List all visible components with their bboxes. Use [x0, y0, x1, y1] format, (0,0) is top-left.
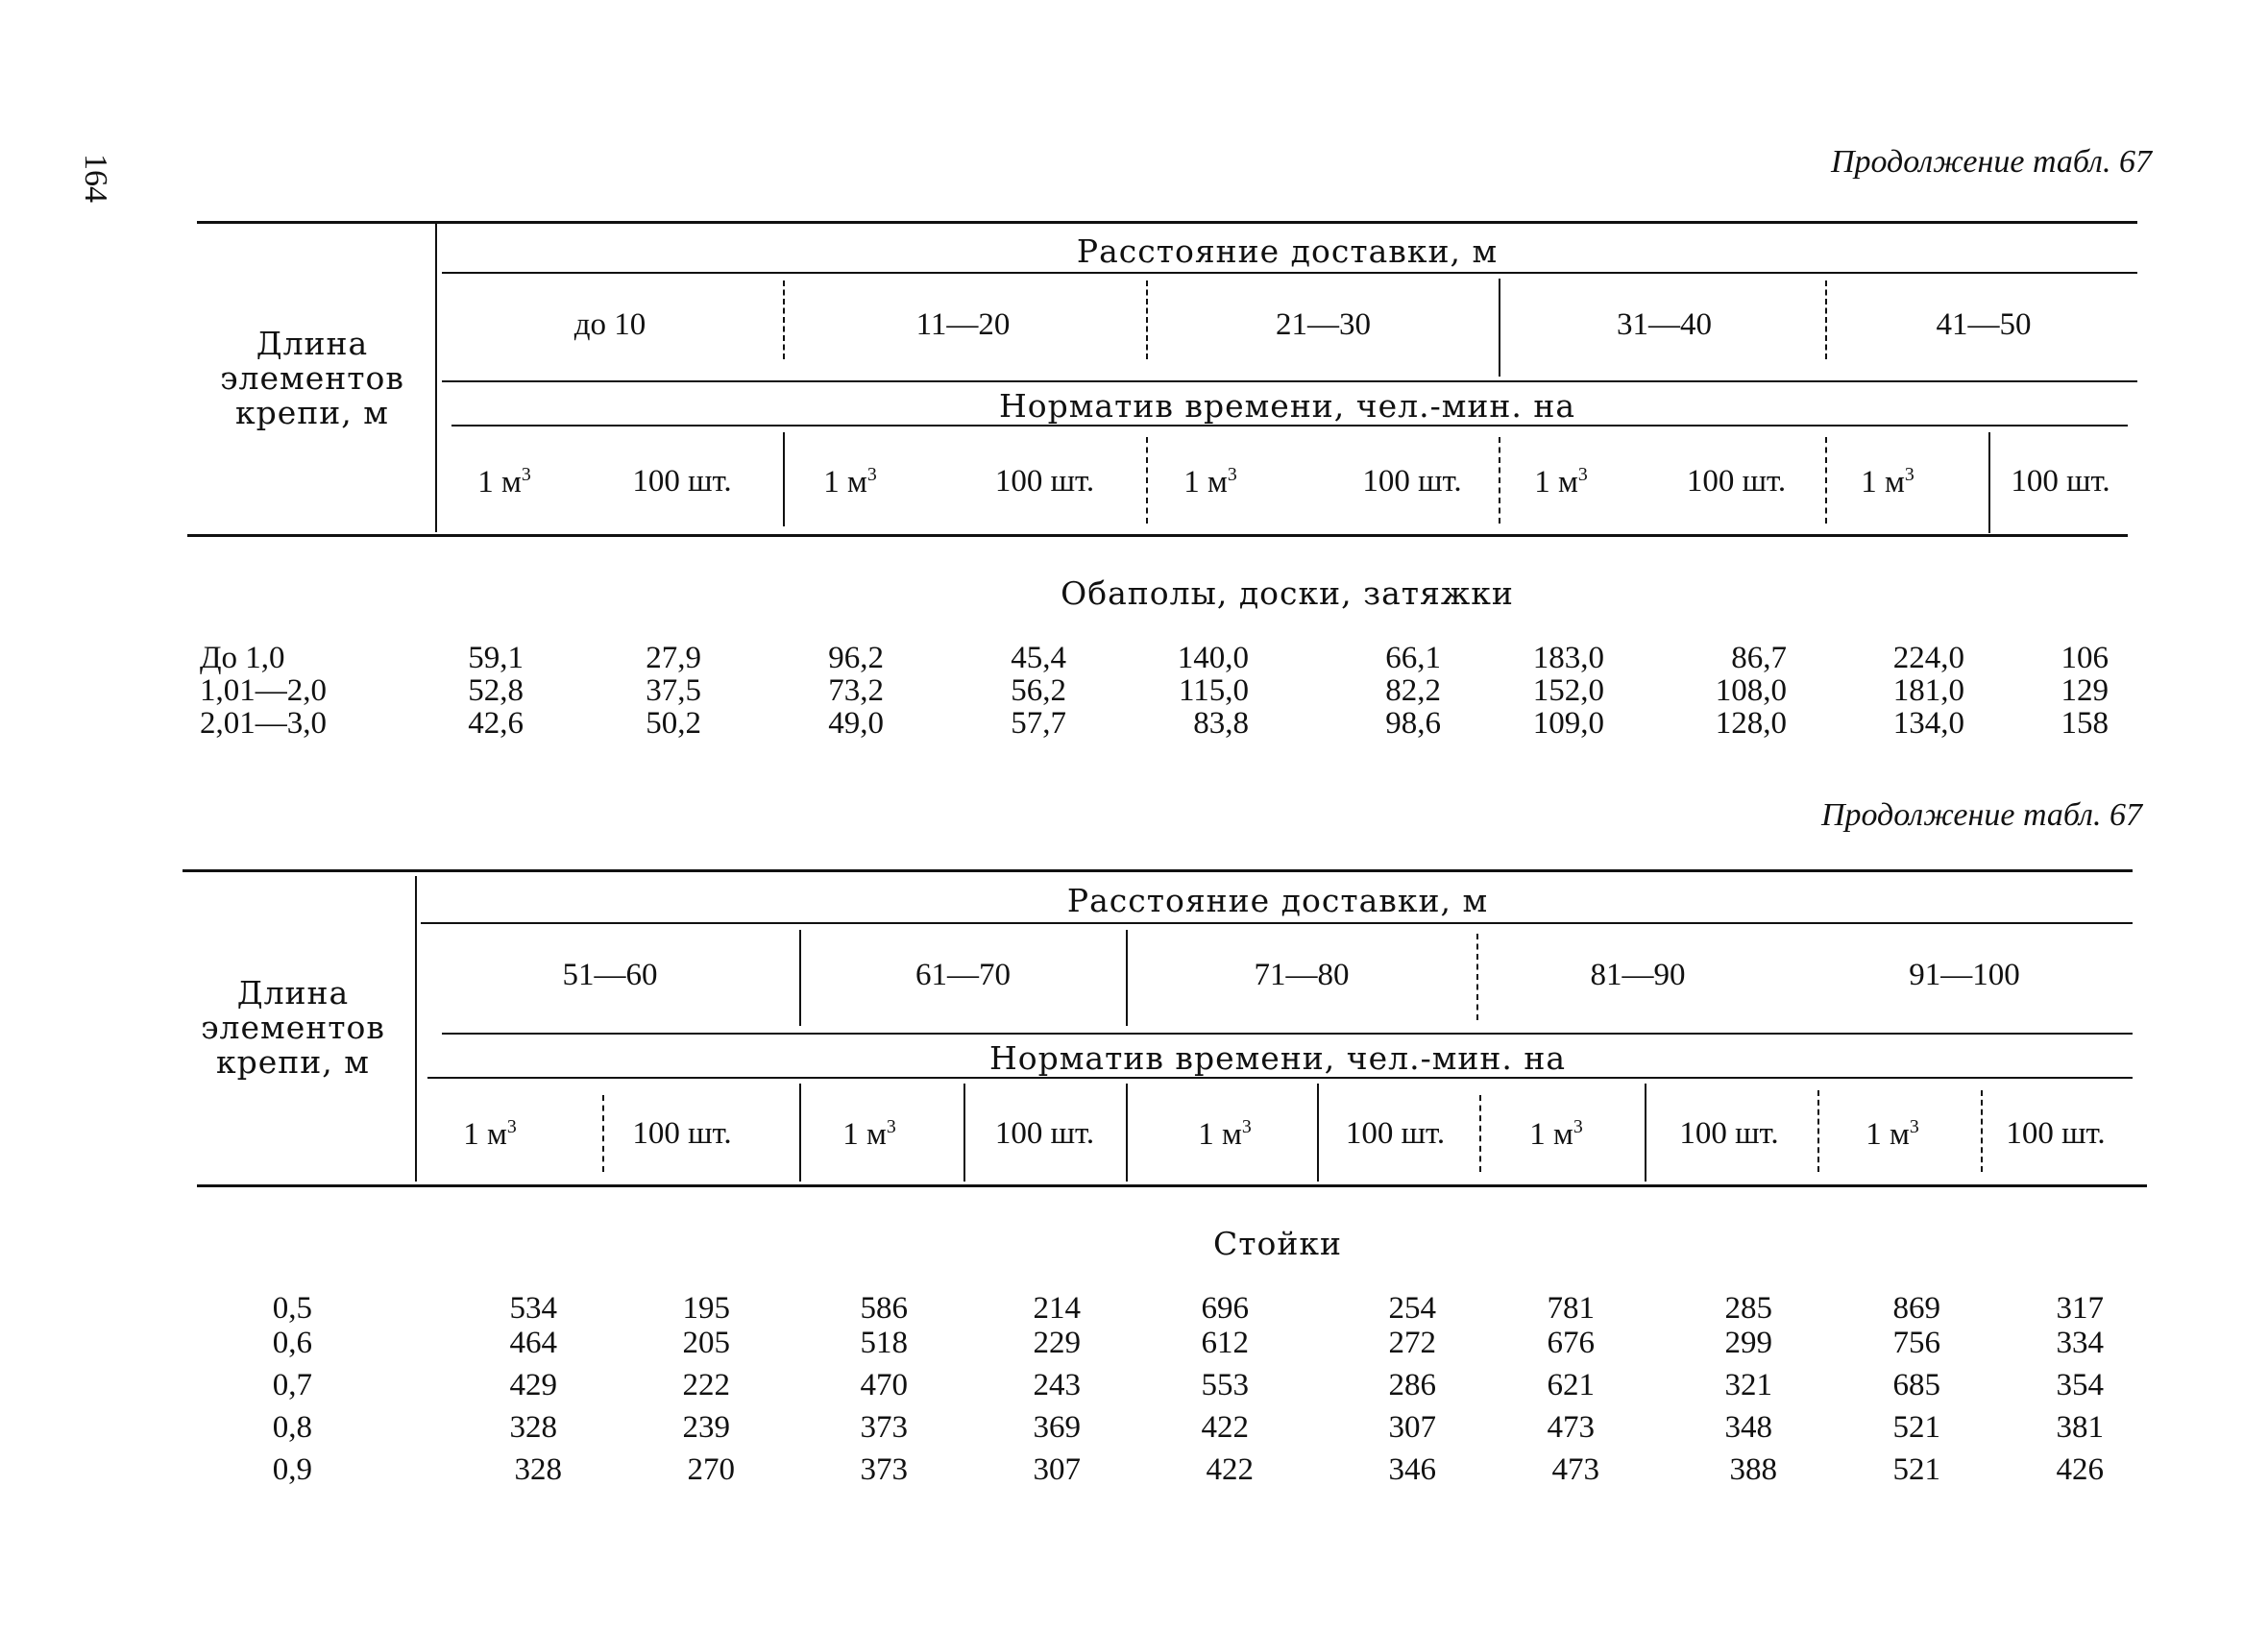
divider: [1479, 1095, 1481, 1172]
table-top-rule: [197, 221, 2137, 224]
value-cell: 128,0: [1715, 706, 1787, 741]
value-cell: 381: [2056, 1410, 2104, 1445]
unit-100: 100 шт.: [632, 1116, 732, 1151]
range-header: 21—30: [1276, 307, 1371, 342]
unit-m3-text: 1 м: [1861, 465, 1905, 500]
unit-m3-sup: 3: [1577, 464, 1588, 485]
row-label: 0,8: [272, 1410, 312, 1445]
value-cell: 205: [682, 1326, 730, 1360]
divider: [1146, 280, 1148, 359]
row-header: [192, 327, 432, 430]
value-cell: 82,2: [1385, 673, 1441, 708]
section-title: Обаполы, доски, затяжки: [1061, 574, 1514, 612]
value-cell: 140,0: [1177, 641, 1249, 675]
value-cell: 108,0: [1715, 673, 1787, 708]
value-cell: 346: [1388, 1452, 1436, 1487]
value-cell: 354: [2056, 1368, 2104, 1402]
divider: [1825, 437, 1827, 524]
unit-m3: [1835, 464, 1940, 500]
value-cell: 49,0: [828, 706, 884, 741]
value-cell: 464: [509, 1326, 557, 1360]
table-row: [0, 674, 2268, 707]
value-cell: 158: [2061, 706, 2109, 741]
header-bottom-rule: [187, 534, 2128, 537]
value-cell: 106: [2061, 641, 2109, 675]
value-cell: 83,8: [1193, 706, 1249, 741]
value-cell: 98,6: [1385, 706, 1441, 741]
unit-m3-text: 1 м: [1534, 465, 1578, 500]
distance-header: Расстояние доставки, м: [1076, 232, 1499, 270]
value-cell: 696: [1201, 1291, 1249, 1326]
unit-100: 100 шт.: [1345, 1116, 1446, 1151]
unit-m3-text: 1 м: [842, 1117, 887, 1152]
row-label: 0,9: [272, 1452, 312, 1487]
value-cell: 224,0: [1892, 641, 1964, 675]
value-cell: 426: [2056, 1452, 2104, 1487]
table-row: [0, 642, 2268, 674]
table-top-rule: [183, 869, 2133, 872]
divider: [1825, 280, 1827, 359]
value-cell: 152,0: [1532, 673, 1604, 708]
row-header-line: Длина: [256, 325, 369, 362]
value-cell: 42,6: [468, 706, 524, 741]
value-cell: 96,2: [828, 641, 884, 675]
value-cell: 328: [514, 1452, 562, 1487]
value-cell: 86,7: [1731, 641, 1787, 675]
header-divider: [415, 876, 417, 1182]
value-cell: 781: [1547, 1291, 1595, 1326]
range-header: 91—100: [1909, 958, 2020, 992]
value-cell: 348: [1724, 1410, 1772, 1445]
rule: [442, 1033, 2133, 1035]
divider: [799, 1084, 801, 1182]
section-title: Стойки: [1213, 1225, 1342, 1262]
value-cell: 229: [1033, 1326, 1081, 1360]
unit-m3: [1508, 464, 1614, 500]
divider: [783, 280, 785, 359]
unit-100: 100 шт.: [2011, 464, 2110, 499]
range-header: 31—40: [1617, 307, 1712, 342]
table-caption: Продолжение табл. 67: [1820, 797, 2142, 833]
row-label: 0,7: [272, 1368, 312, 1402]
table-body: [0, 642, 2268, 740]
value-cell: 243: [1033, 1368, 1081, 1402]
range-header: 81—90: [1590, 958, 1686, 992]
value-cell: 521: [1892, 1410, 1940, 1445]
value-cell: 239: [682, 1410, 730, 1445]
unit-m3-sup: 3: [1241, 1116, 1252, 1137]
value-cell: 756: [1892, 1326, 1940, 1360]
range-header: 61—70: [915, 958, 1011, 992]
header-divider: [435, 223, 437, 532]
divider: [1981, 1090, 1983, 1172]
value-cell: 52,8: [468, 673, 524, 708]
unit-m3-text: 1 м: [477, 465, 522, 500]
table-row: [0, 1292, 2268, 1327]
divider: [1988, 432, 1990, 533]
table-row: [0, 1327, 2268, 1369]
unit-m3-text: 1 м: [1866, 1117, 1910, 1152]
value-cell: 109,0: [1532, 706, 1604, 741]
unit-100: 100 шт.: [2006, 1116, 2106, 1151]
value-cell: 586: [860, 1291, 908, 1326]
value-cell: 534: [509, 1291, 557, 1326]
table-row: [0, 1369, 2268, 1411]
table-row: [0, 1453, 2268, 1496]
value-cell: 473: [1547, 1410, 1595, 1445]
value-cell: 299: [1724, 1326, 1772, 1360]
value-cell: 369: [1033, 1410, 1081, 1445]
value-cell: 183,0: [1532, 641, 1604, 675]
value-cell: 373: [860, 1452, 908, 1487]
unit-m3-text: 1 м: [1198, 1117, 1242, 1152]
value-cell: 27,9: [646, 641, 701, 675]
unit-m3: [817, 1116, 922, 1153]
value-cell: 518: [860, 1326, 908, 1360]
range-header: 11—20: [915, 307, 1011, 342]
divider: [602, 1095, 604, 1172]
rule: [442, 380, 2137, 382]
table-row: [0, 707, 2268, 740]
unit-m3-sup: 3: [506, 1116, 517, 1137]
divider: [1126, 930, 1128, 1026]
unit-100: 100 шт.: [1686, 464, 1787, 499]
unit-m3-sup: 3: [866, 464, 877, 485]
row-header-line: Длина: [236, 974, 350, 1011]
unit-100: 100 шт.: [994, 464, 1095, 499]
unit-m3: [1503, 1116, 1609, 1153]
unit-m3: [451, 464, 557, 500]
value-cell: 115,0: [1178, 673, 1249, 708]
table-body: [0, 1292, 2268, 1496]
value-cell: 50,2: [646, 706, 701, 741]
value-cell: 285: [1724, 1291, 1772, 1326]
value-cell: 286: [1388, 1368, 1436, 1402]
value-cell: 129: [2061, 673, 2109, 708]
value-cell: 59,1: [468, 641, 524, 675]
divider: [783, 432, 785, 526]
unit-m3-sup: 3: [521, 464, 531, 485]
divider: [799, 930, 801, 1026]
value-cell: 621: [1547, 1368, 1595, 1402]
unit-m3: [1172, 1116, 1278, 1153]
row-header-line: крепи, м: [235, 394, 389, 431]
row-label: 2,01—3,0: [200, 706, 327, 741]
unit-m3: [1158, 464, 1263, 500]
value-cell: 45,4: [1011, 641, 1066, 675]
range-header: 41—50: [1936, 307, 2032, 342]
value-cell: 321: [1724, 1368, 1772, 1402]
value-cell: 676: [1547, 1326, 1595, 1360]
table-caption: Продолжение табл. 67: [1830, 144, 2152, 180]
value-cell: 56,2: [1011, 673, 1066, 708]
value-cell: 388: [1729, 1452, 1777, 1487]
range-header: 51—60: [562, 958, 658, 992]
value-cell: 470: [860, 1368, 908, 1402]
unit-100: 100 шт.: [1679, 1116, 1779, 1151]
divider: [1126, 1084, 1128, 1182]
value-cell: 521: [1892, 1452, 1940, 1487]
value-cell: 612: [1201, 1326, 1249, 1360]
unit-m3-text: 1 м: [823, 465, 867, 500]
value-cell: 869: [1892, 1291, 1940, 1326]
rule: [451, 425, 2128, 427]
table-row: [0, 1411, 2268, 1453]
unit-m3-sup: 3: [886, 1116, 896, 1137]
unit-m3: [797, 464, 903, 500]
unit-m3-text: 1 м: [463, 1117, 507, 1152]
header-bottom-rule: [197, 1184, 2147, 1187]
value-cell: 328: [509, 1410, 557, 1445]
value-cell: 254: [1388, 1291, 1436, 1326]
rule: [442, 272, 2137, 274]
unit-m3-sup: 3: [1227, 464, 1237, 485]
value-cell: 373: [860, 1410, 908, 1445]
divider: [1499, 279, 1500, 377]
unit-100: 100 шт.: [632, 464, 732, 499]
rule: [421, 922, 2133, 924]
value-cell: 134,0: [1892, 706, 1964, 741]
unit-100: 100 шт.: [994, 1116, 1095, 1151]
value-cell: 334: [2056, 1326, 2104, 1360]
value-cell: 553: [1201, 1368, 1249, 1402]
value-cell: 195: [682, 1291, 730, 1326]
value-cell: 181,0: [1892, 673, 1964, 708]
value-cell: 57,7: [1011, 706, 1066, 741]
value-cell: 429: [509, 1368, 557, 1402]
row-label: До 1,0: [200, 641, 285, 675]
value-cell: 422: [1206, 1452, 1254, 1487]
unit-m3-sup: 3: [1909, 1116, 1919, 1137]
value-cell: 66,1: [1385, 641, 1441, 675]
unit-m3-sup: 3: [1573, 1116, 1583, 1137]
unit-m3: [1840, 1116, 1945, 1153]
divider: [1476, 934, 1478, 1020]
value-cell: 272: [1388, 1326, 1436, 1360]
value-cell: 73,2: [828, 673, 884, 708]
row-header-line: элементов: [220, 359, 404, 397]
unit-m3-sup: 3: [1904, 464, 1914, 485]
divider: [1817, 1090, 1819, 1172]
norm-header: Норматив времени, чел.-мин. на: [988, 1039, 1567, 1077]
unit-m3: [437, 1116, 543, 1153]
divider: [963, 1084, 965, 1182]
value-cell: 214: [1033, 1291, 1081, 1326]
value-cell: 317: [2056, 1291, 2104, 1326]
value-cell: 473: [1551, 1452, 1599, 1487]
divider: [1146, 437, 1148, 524]
value-cell: 222: [682, 1368, 730, 1402]
unit-100: 100 шт.: [1362, 464, 1462, 499]
value-cell: 307: [1388, 1410, 1436, 1445]
row-label: 1,01—2,0: [200, 673, 327, 708]
divider: [1317, 1084, 1319, 1182]
divider: [1499, 437, 1500, 524]
range-header: до 10: [573, 307, 646, 342]
row-label: 0,6: [272, 1326, 312, 1360]
row-header-line: элементов: [201, 1009, 385, 1046]
page-number: 164: [78, 154, 113, 203]
value-cell: 307: [1033, 1452, 1081, 1487]
rule: [427, 1077, 2133, 1079]
range-header: 71—80: [1254, 958, 1350, 992]
norm-header: Норматив времени, чел.-мин. на: [998, 387, 1576, 425]
value-cell: 37,5: [646, 673, 701, 708]
distance-header: Расстояние доставки, м: [1066, 882, 1489, 919]
value-cell: 422: [1201, 1410, 1249, 1445]
row-header-line: крепи, м: [216, 1043, 370, 1081]
row-label: 0,5: [272, 1291, 312, 1326]
value-cell: 685: [1892, 1368, 1940, 1402]
unit-m3-text: 1 м: [1529, 1117, 1573, 1152]
value-cell: 270: [687, 1452, 735, 1487]
divider: [1645, 1084, 1646, 1182]
row-header: [173, 976, 413, 1080]
unit-m3-text: 1 м: [1183, 465, 1228, 500]
